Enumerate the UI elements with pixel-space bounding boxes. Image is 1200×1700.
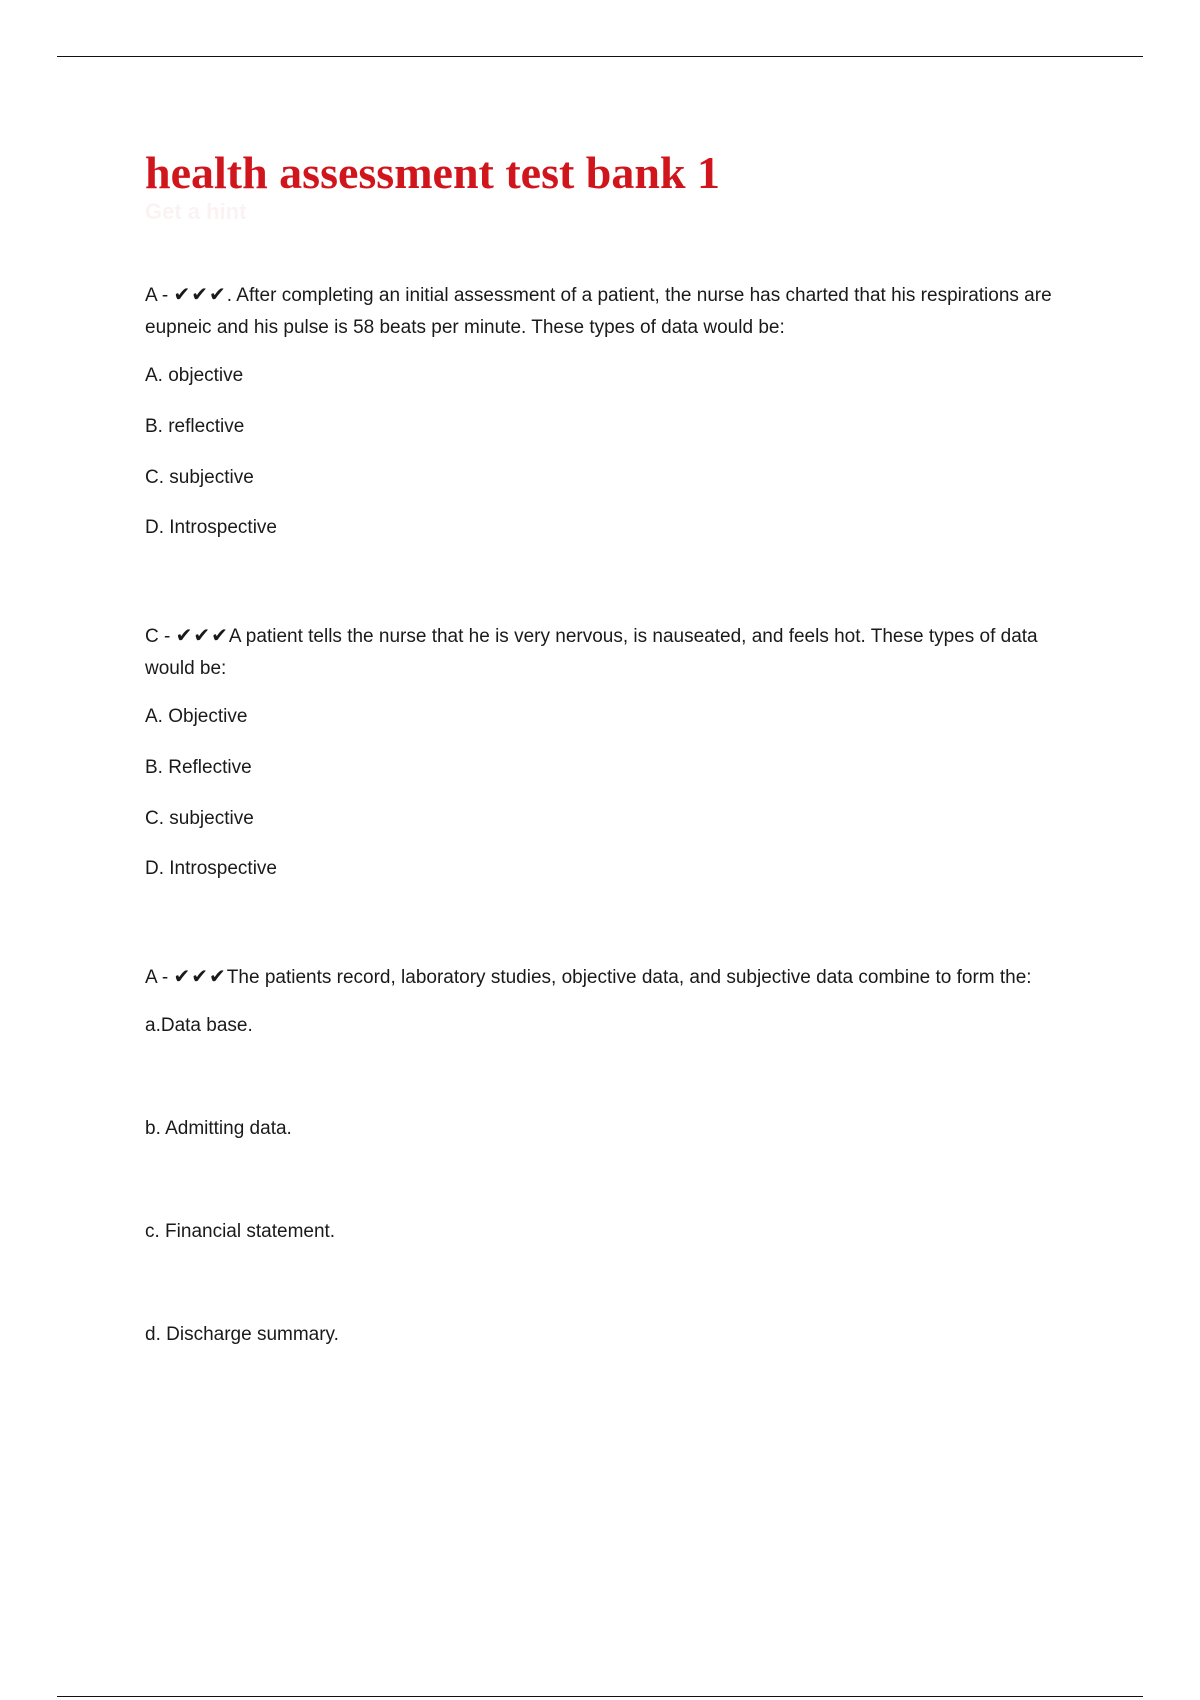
question-1-options <box>145 364 1085 540</box>
question-2-option-b: B. Reflective <box>145 757 252 778</box>
question-3-options <box>145 1014 1085 1347</box>
question-2-text: A patient tells the nurse that he is very nervous, is nauseated, and feels hot. These types of data would be: <box>145 626 1038 679</box>
question-3 <box>145 960 1085 1426</box>
question-1-option-d: D. Introspective <box>145 517 277 538</box>
question-2 <box>145 619 1085 908</box>
question-2-option-d: D. Introspective <box>145 858 277 879</box>
question-2-option-c: C. subjective <box>145 808 254 829</box>
question-2-check-icons: ✔✔✔ <box>175 623 229 647</box>
question-1-text: . After completing an initial assessment of a patient, the nurse has charted that his respirations are eupneic and his pulse is 58 beats per minute. These types of data would be: <box>145 285 1052 338</box>
question-3-option-a: a.Data base. <box>145 1015 253 1036</box>
question-1-check-icons: ✔✔✔ <box>173 282 227 306</box>
document-title: health assessment test bank 1 <box>145 147 721 198</box>
question-3-text: The patients record, laboratory studies, objective data, and subjective data combine to form the: <box>226 967 1032 988</box>
question-1-option-c: C. subjective <box>145 467 254 488</box>
question-2-answer-key: C <box>145 626 159 647</box>
question-2-stem <box>145 619 1085 685</box>
question-3-option-c: c. Financial statement. <box>145 1221 336 1242</box>
question-2-options <box>145 705 1085 881</box>
question-2-separator: - <box>158 626 176 647</box>
question-3-answer-key: A <box>145 967 157 988</box>
question-2-option-a: A. Objective <box>145 706 248 727</box>
question-3-option-d: d. Discharge summary. <box>145 1324 339 1345</box>
question-1 <box>145 278 1085 567</box>
question-1-option-a: A. objective <box>145 365 244 386</box>
top-rule <box>57 56 1143 57</box>
question-3-option-b: b. Admitting data. <box>145 1118 292 1139</box>
bottom-rule <box>57 1696 1143 1697</box>
question-1-stem <box>145 278 1085 344</box>
faint-hint-text: Get a hint <box>145 199 247 224</box>
question-1-separator: - <box>156 285 174 306</box>
question-1-answer-key: A <box>145 285 157 306</box>
question-3-separator: - <box>156 967 174 988</box>
question-3-check-icons: ✔✔✔ <box>173 964 227 988</box>
question-1-option-b: B. reflective <box>145 416 245 437</box>
question-3-stem <box>145 960 1085 994</box>
